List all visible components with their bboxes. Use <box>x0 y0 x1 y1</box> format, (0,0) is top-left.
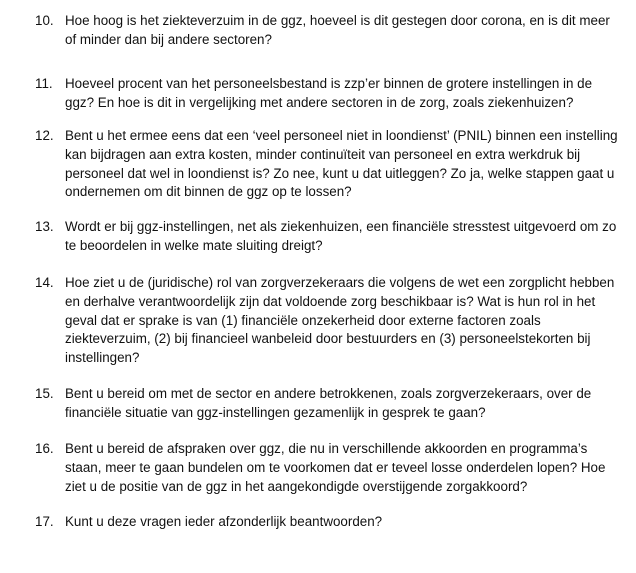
question-line: kan bijdragen aan extra kosten, minder continuïteit van personeel en extra werkdruk bij <box>65 146 581 162</box>
question-line: Hoeveel procent van het personeelsbestand is zzp’er binnen de grotere instellingen in de <box>65 76 593 91</box>
question-13 <box>35 218 625 256</box>
question-line: staan, meer te gaan bundelen om te voorkomen dat er teveel losse onderdelen lopen? Hoe <box>65 459 606 475</box>
question-text <box>63 513 625 532</box>
question-15 <box>35 385 625 423</box>
question-line: en derhalve verantwoordelijk zijn dat voldoende zorg beschikbaar is? Wat is hun rol in het <box>65 293 596 309</box>
question-line: ggz? En hoe is dit in vergelijking met andere sectoren in de zorg, zoals ziekenhuizen? <box>65 94 574 110</box>
question-text <box>63 75 625 113</box>
question-line: of minder dan bij andere sectoren? <box>65 31 272 47</box>
question-16 <box>35 440 625 496</box>
question-line: ondernemen om dit binnen de ggz op te lossen? <box>65 184 352 200</box>
question-line: Hoe hoog is het ziekteverzuim in de ggz, hoeveel is dit gestegen door corona, en is dit meer <box>65 13 610 28</box>
question-number: 14. <box>35 275 54 290</box>
question-14 <box>35 274 625 368</box>
question-line: te beoordelen in welke mate sluiting dreigt? <box>65 237 323 253</box>
question-text <box>63 274 625 368</box>
question-10 <box>35 12 625 50</box>
question-line: Bent u het ermee eens dat een ‘veel personeel niet in loondienst’ (PNIL) binnen een instelling <box>65 128 618 143</box>
question-number: 12. <box>35 128 54 143</box>
question-12 <box>35 127 625 202</box>
question-11 <box>35 75 625 113</box>
question-line: instellingen? <box>65 350 140 366</box>
question-text <box>63 12 625 50</box>
question-number: 17. <box>35 514 54 529</box>
question-line: Bent u bereid de afspraken over ggz, die nu in verschillende akkoorden en programma’s <box>65 441 588 456</box>
question-17 <box>35 513 625 532</box>
question-line: Wordt er bij ggz-instellingen, net als ziekenhuizen, een financiële stresstest uitgevoerd om zo <box>65 219 617 234</box>
question-number: 15. <box>35 386 54 401</box>
question-line: personeel dat wel in loondienst is? Zo nee, kunt u dat uitleggen? Zo ja, welke stappen gaat u <box>65 165 615 181</box>
question-text <box>63 440 625 496</box>
question-text <box>63 218 625 256</box>
question-number: 13. <box>35 219 54 234</box>
question-line: Hoe ziet u de (juridische) rol van zorgverzekeraars die volgens de wet een zorgplicht hebben <box>65 275 615 290</box>
question-line: Kunt u deze vragen ieder afzonderlijk beantwoorden? <box>65 514 383 529</box>
question-line: geval dat er sprake is van (1) financiële onzekerheid door externe factoren zoals <box>65 312 541 328</box>
question-line: ziekteverzuim, (2) bij financieel wanbeleid door bestuurders en (3) personeelstekorten bij <box>65 331 591 347</box>
question-number: 10. <box>35 13 54 28</box>
question-text <box>63 385 625 423</box>
question-line: Bent u bereid om met de sector en andere betrokkenen, zoals zorgverzekeraars, over de <box>65 386 592 401</box>
question-text <box>63 127 625 202</box>
question-number: 16. <box>35 441 54 456</box>
question-line: ziet u de positie van de ggz in het aangekondigde overstijgende zorgakkoord? <box>65 478 528 494</box>
question-number: 11. <box>35 76 53 91</box>
question-line: financiële situatie van ggz-instellingen gezamenlijk in gesprek te gaan? <box>65 404 486 420</box>
